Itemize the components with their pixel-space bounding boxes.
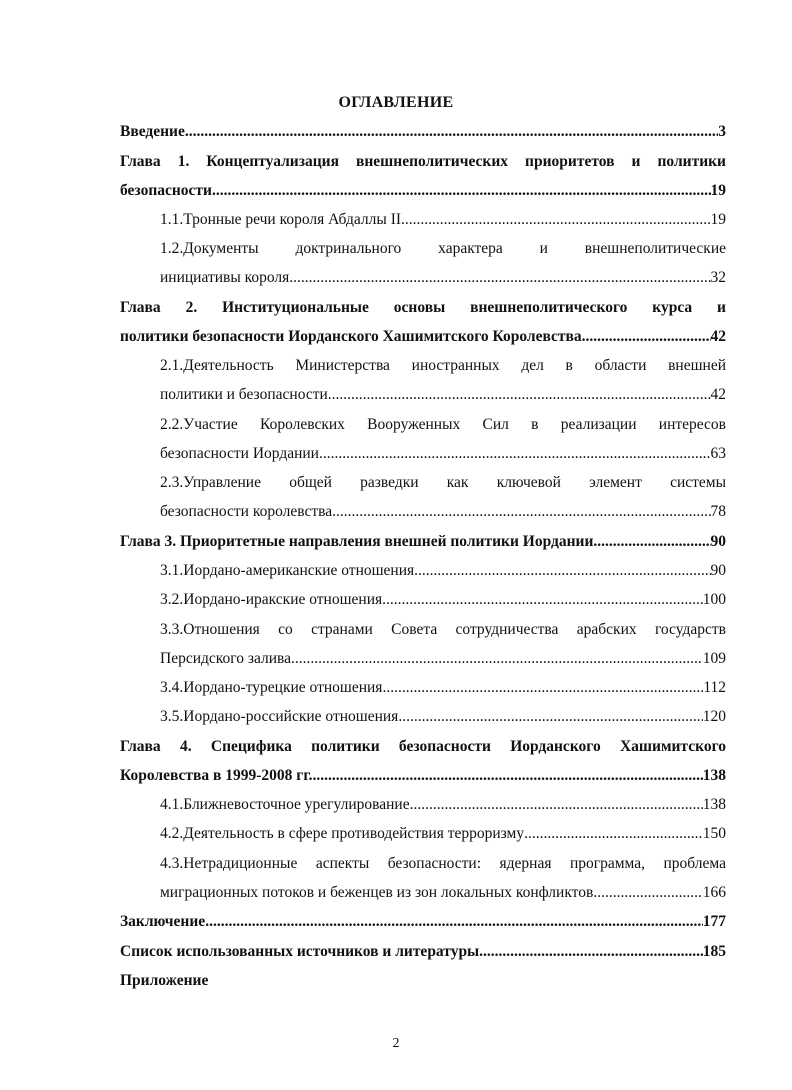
entry-page: 177 (702, 913, 726, 930)
toc-entry-ch2-line1[interactable]: Глава 2. Институциональные основы внешнеполитического курса и (120, 299, 726, 316)
entry-label: Список использованных источников и литературы (120, 943, 480, 960)
leader-dots (593, 532, 710, 552)
toc-entry-s23[interactable] (160, 502, 726, 522)
toc-entry-s41[interactable] (160, 795, 726, 815)
entry-label: инициативы короля (160, 269, 290, 286)
entry-label: Персидского залива (160, 650, 292, 667)
toc-entry-s11[interactable] (160, 210, 726, 230)
entry-label: 4.2.Деятельность в сфере противодействия терроризму (160, 825, 525, 842)
entry-page: 150 (702, 825, 726, 842)
entry-page: 42 (710, 328, 726, 345)
toc-entry-s23-line1[interactable]: 2.3.Управление общей разведки как ключевой элемент системы (160, 474, 726, 491)
toc-entry-s33-line1[interactable]: 3.3.Отношения со странами Совета сотрудничества арабских государств (160, 621, 726, 638)
toc-entry-s43-line1[interactable]: 4.3.Нетрадиционные аспекты безопасности: ядерная программа, проблема (160, 855, 726, 872)
entry-label: Королевства в 1999-2008 гг. (120, 767, 313, 784)
toc-entry-s34[interactable] (160, 678, 726, 698)
leader-dots (382, 678, 703, 698)
leader-dots (185, 122, 718, 142)
leader-dots (398, 707, 702, 727)
entry-page: 63 (710, 445, 726, 462)
leader-dots (205, 912, 703, 932)
leader-dots (289, 268, 710, 288)
entry-page: 42 (710, 386, 726, 403)
toc-entry-s22-line1[interactable]: 2.2.Участие Королевских Вооруженных Сил в реализации интересов (160, 416, 726, 433)
leader-dots (291, 649, 703, 669)
entry-label: 3.1.Иордано-американские отношения (160, 562, 415, 579)
entry-page: 120 (702, 708, 726, 725)
entry-page: 19 (710, 211, 726, 228)
leader-dots (328, 385, 711, 405)
toc-entry-ch1-line1[interactable]: Глава 1. Концептуализация внешнеполитических приоритетов и политики (120, 153, 726, 170)
page-number: 2 (392, 1036, 400, 1051)
entry-label: политики безопасности Иорданского Хашимитского Королевства (120, 328, 582, 345)
entry-page: 19 (710, 182, 726, 199)
toc-entry-conclusion[interactable] (120, 912, 726, 932)
entry-page: 78 (710, 503, 726, 520)
entry-label: политики и безопасности (160, 386, 328, 403)
entry-label: безопасности королевства (160, 503, 333, 520)
toc-entry-s21[interactable] (160, 385, 726, 405)
entry-label: Глава 3. Приоритетные направления внешней политики Иордании (120, 533, 594, 550)
entry-label: 1.1.Тронные речи короля Абдаллы II (160, 211, 402, 228)
entry-page: 90 (710, 562, 726, 579)
toc-entry-references[interactable] (120, 942, 726, 962)
leader-dots (212, 181, 711, 201)
leader-dots (479, 942, 703, 962)
entry-label: безопасности Иордании (160, 445, 319, 462)
toc-entry-s33[interactable] (160, 649, 726, 669)
toc-entry-s32[interactable] (160, 590, 726, 610)
toc-entry-appendix[interactable]: Приложение (120, 972, 209, 989)
toc-entry-ch1[interactable] (120, 181, 726, 201)
leader-dots (319, 444, 711, 464)
entry-label: безопасности (120, 182, 212, 199)
toc-entry-s12-line1[interactable]: 1.2.Документы доктринального характера и внешнеполитические (160, 240, 726, 257)
toc-entry-s35[interactable] (160, 707, 726, 727)
leader-dots (414, 561, 710, 581)
leader-dots (410, 795, 703, 815)
leader-dots (401, 210, 710, 230)
toc-entry-s22[interactable] (160, 444, 726, 464)
leader-dots (593, 883, 702, 903)
leader-dots (332, 502, 710, 522)
toc-entry-ch4[interactable] (120, 766, 726, 786)
entry-label: Введение (120, 123, 185, 140)
entry-page: 3 (718, 123, 726, 140)
entry-page: 138 (702, 796, 726, 813)
leader-dots (313, 766, 703, 786)
entry-label: Заключение (120, 913, 206, 930)
toc-entry-ch4-line1[interactable]: Глава 4. Специфика политики безопасности Иорданского Хашимитского (120, 738, 726, 755)
entry-label: 3.4.Иордано-турецкие отношения (160, 679, 383, 696)
toc-entry-s43[interactable] (160, 883, 726, 903)
leader-dots (524, 824, 703, 844)
entry-page: 185 (702, 943, 726, 960)
entry-page: 90 (710, 533, 726, 550)
toc-entry-ch3[interactable] (120, 532, 726, 552)
entry-label: миграционных потоков и беженцев из зон локальных конфликтов (160, 884, 594, 901)
entry-page: 32 (710, 269, 726, 286)
leader-dots (582, 327, 711, 347)
entry-label: 3.2.Иордано-иракские отношения (160, 591, 383, 608)
entry-page: 100 (702, 591, 726, 608)
toc-title: ОГЛАВЛЕНИЕ (338, 94, 454, 111)
entry-page: 109 (702, 650, 726, 667)
toc-entry-s31[interactable] (160, 561, 726, 581)
entry-label: 4.1.Ближневосточное урегулирование (160, 796, 410, 813)
toc-entry-s21-line1[interactable]: 2.1.Деятельность Министерства иностранных дел в области внешней (160, 357, 726, 374)
leader-dots (382, 590, 703, 610)
toc-entry-s42[interactable] (160, 824, 726, 844)
toc-entry-intro[interactable] (120, 122, 726, 142)
entry-page: 112 (703, 679, 726, 696)
toc-entry-ch2[interactable] (120, 327, 726, 347)
toc-entry-s12[interactable] (160, 268, 726, 288)
entry-page: 166 (702, 884, 726, 901)
entry-label: 3.5.Иордано-российские отношения (160, 708, 399, 725)
entry-page: 138 (702, 767, 726, 784)
